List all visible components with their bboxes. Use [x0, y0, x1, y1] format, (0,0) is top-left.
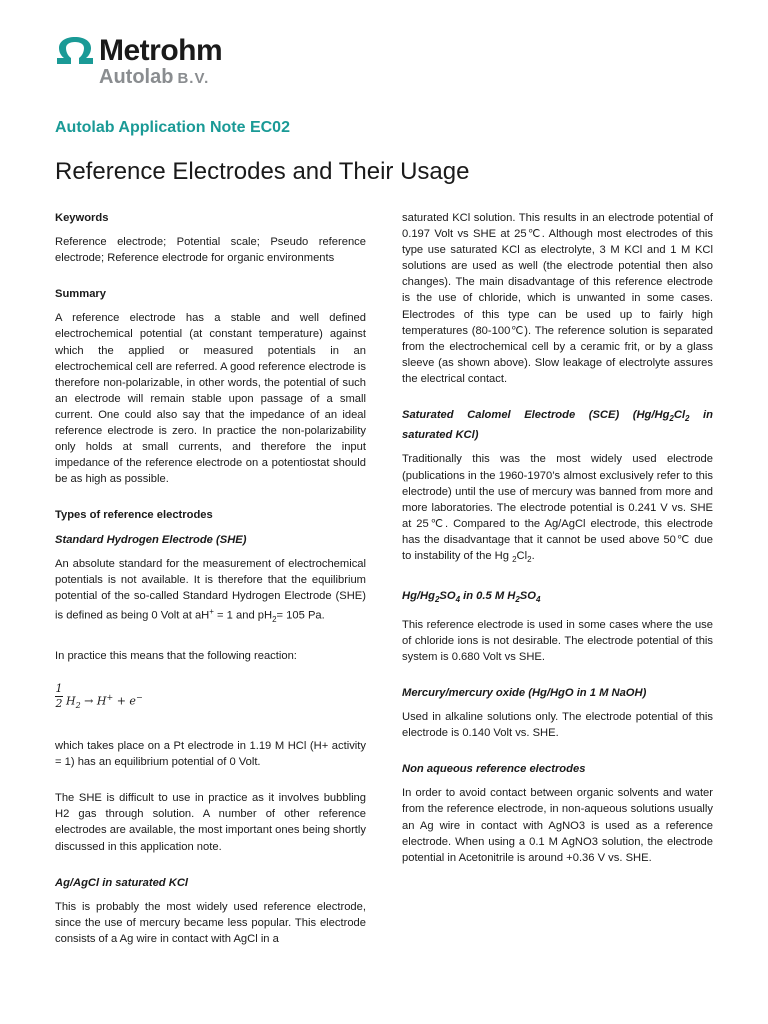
- sce-text: Traditionally this was the most widely used electrode (publications in the 1960-1970’s almost exclusively refer to this electrode) until the use of mercury was banned from more and more laboratories. The electrode potential is 0.241 V vs. SHE at 25℃. Compared to the Ag/AgCl electrode, this electrode has the disadvantage that it cannot be used above 50℃ due to instability of the Hg $_2Cl_2$.: [402, 453, 713, 565]
- sub-brand: [99, 66, 209, 90]
- metrohm-logo: [55, 34, 225, 88]
- she-difficult-text: The SHE is difficult to use in practice as it involves bubbling H2 gas through solution. A number of other reference electrodes are available, the most important ones being shortly discussed in this application note.: [55, 792, 366, 853]
- equation-fraction: $\frac{1}{2}$: [55, 682, 63, 711]
- equation-body: $H_2 \to H^+ + e^-$: [66, 693, 143, 710]
- reaction-equation: [55, 682, 366, 718]
- she-heading: Standard Hydrogen Electrode (SHE): [55, 533, 247, 546]
- agcl-continued-text: saturated KCl solution. This results in an electrode potential of 0.197 Volt vs SHE at 25℃. Although most electrodes of this type use saturated KCl as electrolyte, 3 M KCl and 1 M KCl solutions are used as well (the electrode potential then also changes). The main disadvantage of this reference electrode is the use of chloride, which is unwanted in some cases. Electrodes of this type can be used up to fairly high temperatures (80-100℃). The reference solution is separated from the electrochemical cell by a ceramic frit, or by a glass sleeve (as shown above). Slow leakage of electrolyte assures the electrical contact.: [402, 212, 713, 385]
- right-column: [402, 210, 713, 866]
- keywords-text: Reference electrode; Potential scale; Pseudo reference electrode; Reference electrode for organic environments: [55, 236, 366, 265]
- left-column: [55, 210, 366, 947]
- sub-brand-suffix: B.V.: [177, 70, 210, 87]
- sub-brand-name: Autolab: [99, 66, 174, 88]
- non-aqueous-text: In order to avoid contact between organic solvents and water from the reference electrode, in non-aqueous solutions usually an Ag wire in contact with AgNO3 is used as a reference electrode. When using a 0.1 M AgNO3 solution, the electrode potential in Acetonitrile is around +0.36 V vs. SHE.: [402, 787, 713, 864]
- summary-heading: Summary: [55, 288, 106, 301]
- practice-text: In practice this means that the following reaction:: [55, 649, 297, 662]
- metrohm-omega-icon: [55, 36, 95, 66]
- app-note-label: Autolab Application Note EC02: [55, 119, 290, 136]
- agcl-heading: Ag/AgCl in saturated KCl: [55, 876, 189, 889]
- page-title: Reference Electrodes and Their Usage: [55, 158, 470, 185]
- sce-heading: Saturated Calomel Electrode (SCE) ($Hg/Hg_2Cl_2$ in saturated KCl): [402, 409, 713, 442]
- summary-text: A reference electrode has a stable and well defined electrochemical potential (at constant temperature) against which the applied or measured potentials in an electrochemical cell are referred. A good reference electrode is therefore non-polarizable, in other words, the potential of such an electrode will remain stable upon passage of a small current. One could also say that the impedance of an ideal reference electrode is zero. In practice the non-polarizability only holds at small currents, and therefore the input impedance of the reference electrode on a potentiostat should be as high as possible.: [55, 312, 366, 486]
- pt-electrode-text: which takes place on a Pt electrode in 1.19 M HCl (H+ activity = 1) has an equilibrium potential of 0 Volt.: [55, 740, 366, 769]
- agcl-text: This is probably the most widely used reference electrode, since the use of mercury became less popular. This electrode consists of a Ag wire in contact with AgCl in a: [55, 900, 366, 945]
- she-text: An absolute standard for the measurement of electrochemical potentials is not available. It is therefore that the equilibrium potential of the so-called Standard Hydrogen Electrode (SHE) is defined as being 0 Volt at aH+ = 1 and $pH_2= 105$ Pa.: [55, 557, 366, 624]
- non-aqueous-heading: Non aqueous reference electrodes: [402, 763, 586, 776]
- hgo-heading: Mercury/mercury oxide (Hg/HgO in 1 M NaOH): [402, 686, 647, 699]
- hg2so4-text: This reference electrode is used in some cases where the use of chloride ions is not desirable. The electrode potential of this system is 0.680 Volt vs SHE.: [402, 618, 713, 663]
- brand-name: Metrohm: [99, 34, 223, 67]
- keywords-heading: Keywords: [55, 212, 109, 224]
- types-heading: Types of reference electrodes: [55, 509, 213, 522]
- hg2so4-heading: $Hg/Hg_2SO_4$ in 0.5 M $H_2SO_4$: [402, 590, 541, 605]
- hgo-text: Used in alkaline solutions only. The electrode potential of this electrode is 0.140 Volt vs. SHE.: [402, 711, 713, 740]
